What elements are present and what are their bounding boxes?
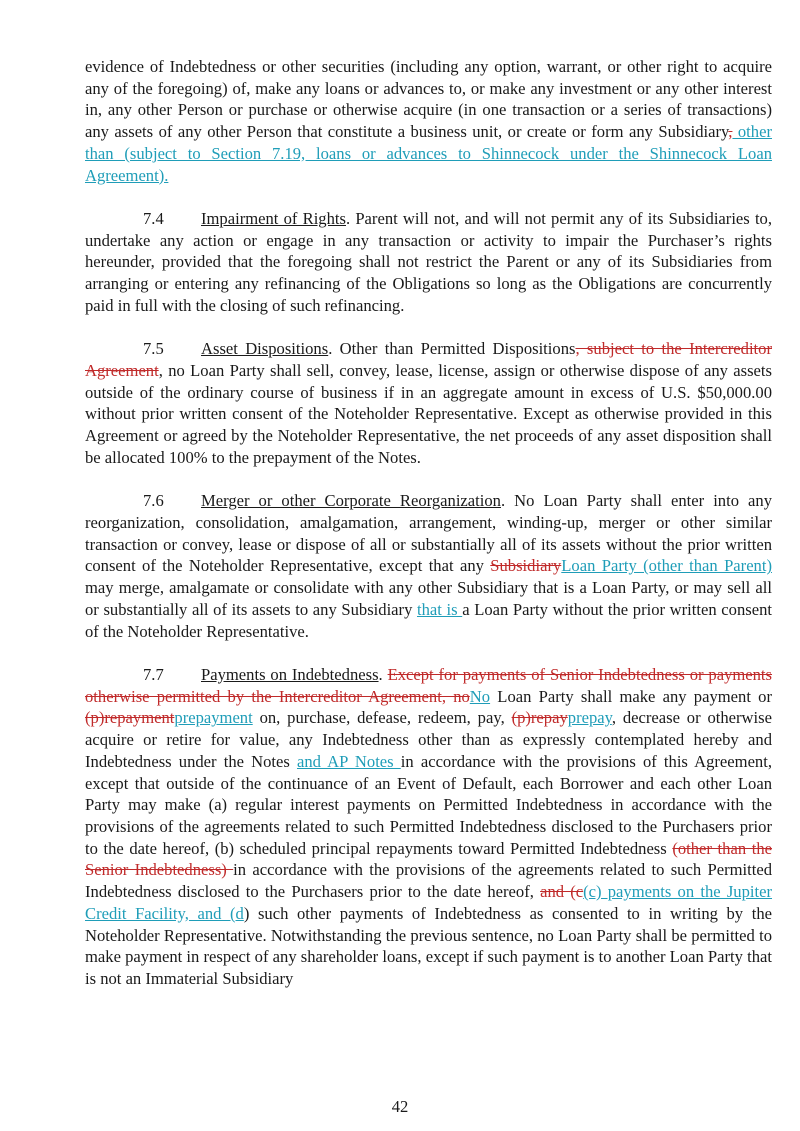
inserted-text: and AP Notes <box>296 751 401 771</box>
inserted-text: other than (subject to Section 7.19, loans or advances to Shinnecock under the Shinnecock Loan Agreement). <box>85 122 772 185</box>
deleted-text: (p)repay <box>511 708 568 728</box>
text-run: . Other than Permitted Dispositions <box>328 339 576 359</box>
deleted-text: Except for payments of Senior Indebtedness or payments otherwise permitted by the Intercreditor Agreement, no <box>85 665 773 706</box>
section-heading: Asset Dispositions <box>201 339 329 359</box>
text-run: . <box>378 665 388 685</box>
text-run: may merge, amalgamate or consolidate with any other Subsidiary that is a Loan Party, or may sell all or substantially all of its assets to any Subsidiary <box>85 578 772 619</box>
section-number: 7.6 <box>143 491 164 511</box>
deleted-text: and (c <box>540 882 584 902</box>
inserted-text: (c) payments on the Jupiter Credit Facility, and (d <box>85 882 772 923</box>
section-7-4 <box>85 208 772 317</box>
page-number: 42 <box>391 1097 409 1116</box>
text-run: evidence of Indebtedness or other securities (including any option, warrant, or other right to acquire any of the foregoing) of, make any loans or advances to, or make any investment or any other interest in, any other Person or purchase or otherwise acquire (in one transaction or a series of transactions) any assets of any other Person that constitute a business unit, or create or form any Subsidiary <box>85 57 772 142</box>
page-body <box>85 56 772 1011</box>
text-run: a Loan Party without the prior written consent of the Noteholder Representative. <box>85 599 772 641</box>
section-7-7 <box>85 664 772 990</box>
section-heading: Impairment of Rights <box>201 209 346 229</box>
deleted-text: (p)repayment <box>85 708 175 728</box>
text-run: in accordance with the provisions of this Agreement, except that outside of the continuance of an Event of Default, each Borrower and each other Loan Party may make (a) regular interest payments on Permitted Indebtedness in accordance with the provisions of the agreements related to such Permitted Indebtedness disclosed to the Purchasers prior to the date hereof, (b) scheduled principal repayments toward Permitted Indebtedness <box>85 751 772 858</box>
inserted-text: prepayment <box>174 708 253 728</box>
text-run: . No Loan Party shall enter into any reorganization, consolidation, amalgamation, arrangement, winding-up, merger or other similar transaction or convey, lease or dispose of all or substantially all of its assets without the prior written consent of the Noteholder Representative, except that any <box>85 491 772 576</box>
text-run: Except as otherwise provided in this Agreement or agreed by the Noteholder Representative, the net proceeds of any asset disposition shall be allocated 100% to the prepayment of the Notes. <box>85 404 772 467</box>
paragraph-continuation <box>85 56 772 186</box>
inserted-text: that is <box>417 599 463 619</box>
deleted-text: , subject to the Intercreditor Agreement <box>85 339 772 381</box>
text-run: in accordance with the provisions of the agreements related to such Permitted Indebtedness disclosed to the Purchasers prior to the date hereof, <box>85 860 772 902</box>
section-number: 7.5 <box>143 339 164 359</box>
inserted-text: No <box>469 686 491 706</box>
text-run: , decrease or otherwise acquire or retire for value, any Indebtedness other than as expressly contemplated hereby and Indebtedness under the Notes <box>85 708 772 771</box>
section-heading: Merger or other Corporate Reorganization <box>201 491 501 511</box>
text-run: ) such other payments of Indebtedness as consented to in writing by the Noteholder Representative. Notwithstanding the previous sentence, no Loan Party shall be permitted to make payment in respect of any shareholder loans, except if such payment is to another Loan Party that is not an Immaterial Subsidiary <box>85 903 772 988</box>
text-run: , no Loan Party shall sell, convey, lease, license, assign or otherwise dispose of any assets outside of the ordinary course of business if in an aggregate amount in excess of U.S. $50,000.00 without prior written consent of the Noteholder Representative. <box>85 361 772 424</box>
section-number: 7.4 <box>143 209 164 229</box>
section-7-5 <box>85 338 772 468</box>
section-7-6 <box>85 490 772 642</box>
deleted-text: , <box>728 122 733 142</box>
text-run: Loan Party shall make any payment or <box>490 686 772 706</box>
section-number: 7.7 <box>143 665 164 685</box>
text-run: on, purchase, defease, redeem, pay, <box>252 708 512 728</box>
deleted-text: Subsidiary <box>490 556 562 576</box>
section-heading: Payments on Indebtedness <box>201 665 379 685</box>
inserted-text: prepay <box>567 708 612 728</box>
text-run: . Parent will not, and will not permit any of its Subsidiaries to, undertake any action or engage in any transaction or activity to impair the Purchaser’s rights hereunder, provided that the foregoing shall not restrict the Parent or any of its Subsidiaries from arranging or entering any refinancing of the Obligations so long as the Obligations are concurrently paid in full with the closing of such refinancing. <box>85 209 773 315</box>
deleted-text: (other than the Senior Indebtedness) <box>85 838 772 880</box>
inserted-text: Loan Party (other than Parent) <box>561 556 772 576</box>
